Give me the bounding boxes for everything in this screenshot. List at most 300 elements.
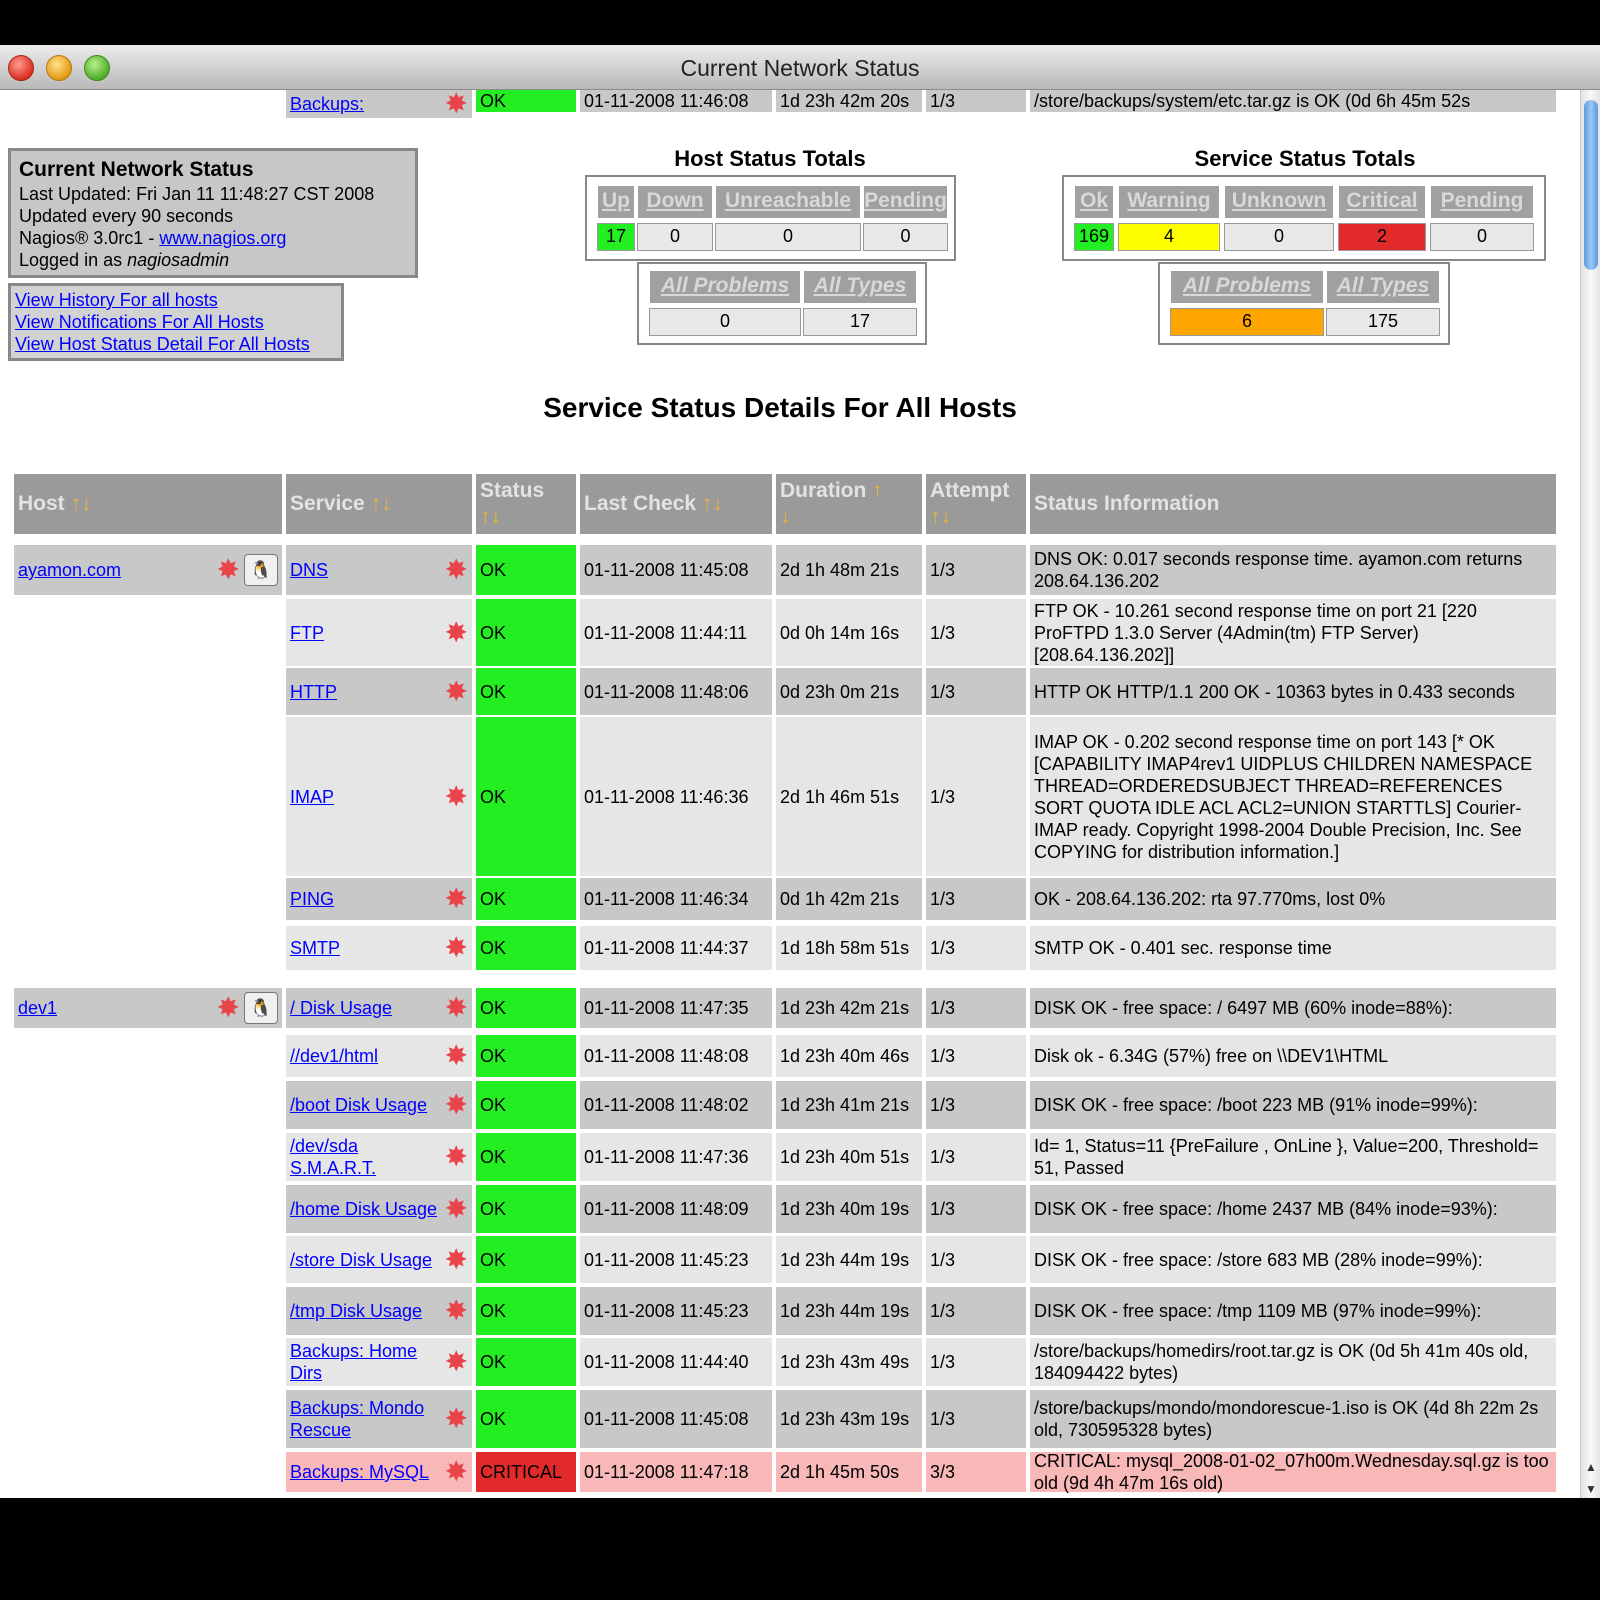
attempt-cell (926, 545, 1026, 595)
service-warning-value: 4 (1118, 223, 1220, 251)
attempt-cell (926, 1185, 1026, 1233)
duration-sort-down[interactable]: ↓ (780, 505, 791, 528)
status-info-text: HTTP OK HTTP/1.1 200 OK - 10363 bytes in 0.433 seconds (1034, 681, 1515, 702)
host-unreachable-header[interactable]: Unreachable (715, 185, 861, 219)
service-pending-value: 0 (1430, 223, 1534, 251)
service-link[interactable]: SMTP (290, 938, 341, 958)
last-check-cell (580, 1287, 772, 1335)
service-cell (286, 1035, 472, 1077)
host-link[interactable]: dev1 (18, 998, 58, 1018)
duration-cell (776, 1236, 922, 1283)
duration-cell (776, 878, 922, 920)
scrollbar-thumb[interactable] (1584, 100, 1598, 270)
duration-cell (776, 1185, 922, 1233)
service-action-icon[interactable]: ✸ (444, 1193, 468, 1224)
host-up-value: 17 (597, 223, 635, 251)
service-critical-header[interactable]: Critical (1338, 185, 1426, 219)
last-check-cell (580, 599, 772, 666)
service-critical-value: 2 (1338, 223, 1426, 251)
page-content (0, 90, 1580, 1498)
attempt-text: 1/3 (930, 1147, 956, 1167)
duration-cell (776, 1133, 922, 1181)
last-check-text: 01-11-2008 11:46:36 (584, 786, 749, 807)
last-check-column-header (580, 474, 772, 534)
duration-text: 2d 1h 45m 50s (780, 1462, 900, 1482)
attempt-text: 1/3 (930, 1199, 956, 1219)
host-action-icon[interactable]: ✸ (216, 554, 240, 585)
last-check-cell (580, 878, 772, 920)
status-info-cell (1030, 599, 1556, 666)
service-action-icon[interactable]: ✸ (444, 1295, 468, 1326)
view-host-detail-link[interactable]: View Host Status Detail For All Hosts (15, 334, 310, 354)
top-black-bar (0, 0, 1600, 45)
service-link[interactable]: /home Disk Usage (290, 1199, 438, 1219)
service-totals-title: Service Status Totals (1194, 146, 1416, 171)
host-unreachable-value: 0 (715, 223, 861, 251)
window-titlebar (0, 45, 1600, 90)
status-text: OK (480, 1352, 507, 1372)
status-text: OK (480, 681, 507, 702)
attempt-cell (926, 1081, 1026, 1129)
logged-in-prefix: Logged in as (19, 250, 128, 270)
attempt-text: 1/3 (930, 560, 956, 580)
status-info-cell (1030, 1035, 1556, 1077)
duration-column-label: Duration (780, 479, 867, 502)
attempt-cell (926, 717, 1026, 876)
attempt-text: 1/3 (930, 622, 956, 643)
host-column-label: Host (18, 492, 65, 515)
service-link[interactable]: FTP (290, 622, 324, 643)
status-info-text: /store/backups/system/etc.tar.gz is OK (0d 6h 45m 52s (1034, 91, 1471, 111)
last-check-cell (580, 988, 772, 1028)
last-check-text: 01-11-2008 11:46:34 (584, 889, 749, 909)
attempt-text: 1/3 (930, 1249, 956, 1270)
service-link[interactable]: PING (290, 889, 335, 909)
host-totals-title: Host Status Totals (674, 146, 866, 171)
window-title: Current Network Status (680, 55, 920, 81)
host-sort-arrows[interactable]: ↑↓ (70, 492, 92, 515)
status-info-text: Id= 1, Status=11 {PreFailure , OnLine }, Value=200, Threshold= 51, Passed (1034, 1136, 1539, 1178)
service-ok-value: 169 (1074, 223, 1114, 251)
attempt-cell (926, 1338, 1026, 1386)
status-text: OK (480, 1409, 507, 1429)
service-action-icon[interactable]: ✸ (444, 616, 468, 648)
status-info-cell (1030, 878, 1556, 920)
host-problems-table (637, 262, 927, 345)
status-info-text: OK - 208.64.136.202: rta 97.770ms, lost 0% (1034, 889, 1386, 909)
host-pending-header[interactable]: Pending (863, 185, 948, 219)
service-link[interactable]: /tmp Disk Usage (290, 1301, 423, 1321)
status-cell (476, 1338, 576, 1386)
service-unknown-value: 0 (1224, 223, 1334, 251)
status-column-label: Status (480, 479, 545, 502)
service-cell (286, 1390, 472, 1448)
last-check-text: 01-11-2008 11:45:08 (584, 560, 749, 580)
last-check-cell (580, 1081, 772, 1129)
version-line (19, 227, 407, 249)
status-text: OK (480, 938, 507, 958)
attempt-text: 1/3 (930, 91, 956, 111)
status-cell (476, 717, 576, 876)
service-problems-table (1158, 262, 1450, 345)
scroll-up-arrow[interactable]: ▲ (1585, 1460, 1597, 1474)
duration-sort-up[interactable]: ↑ (872, 479, 883, 502)
attempt-column-label: Attempt (930, 479, 1010, 502)
attempt-sort-arrows[interactable]: ↑↓ (930, 505, 951, 528)
linux-penguin-icon: 🐧 (244, 992, 278, 1024)
service-action-icon[interactable]: ✸ (444, 780, 468, 812)
status-cell (476, 1081, 576, 1129)
status-info-text: DISK OK - free space: /tmp 1109 MB (97% inode=99%): (1034, 1301, 1482, 1321)
host-up-header[interactable]: Up (597, 185, 635, 219)
last-check-column-label: Last Check (584, 492, 697, 515)
status-text: OK (480, 91, 507, 111)
service-cell (286, 1236, 472, 1283)
bottom-black-bar (0, 1498, 1600, 1600)
host-link[interactable]: ayamon.com (18, 560, 122, 580)
service-action-icon[interactable]: ✸ (444, 1456, 468, 1487)
attempt-cell (926, 926, 1026, 970)
service-action-icon[interactable]: ✸ (444, 1243, 468, 1275)
service-link[interactable]: /store Disk Usage (290, 1249, 433, 1270)
service-cell (286, 1452, 472, 1492)
service-action-icon[interactable]: ✸ (444, 1346, 468, 1377)
status-info-cell (1030, 1338, 1556, 1386)
last-check-text: 01-11-2008 11:45:08 (584, 1409, 749, 1429)
service-cell (286, 878, 472, 920)
attempt-text: 1/3 (930, 938, 956, 958)
service-cell (286, 1338, 472, 1386)
service-all-problems-header[interactable]: All Problems (1170, 270, 1324, 304)
attempt-cell (926, 1452, 1026, 1492)
service-action-icon[interactable]: ✸ (444, 675, 468, 707)
service-link[interactable]: HTTP (290, 681, 337, 702)
duration-text: 1d 18h 58m 51s (780, 938, 910, 958)
status-cell (476, 1185, 576, 1233)
last-check-text: 01-11-2008 11:48:02 (584, 1095, 749, 1115)
duration-text: 0d 1h 42m 21s (780, 889, 900, 909)
attempt-text: 1/3 (930, 1352, 956, 1372)
info-title: Current Network Status (19, 158, 254, 181)
service-action-icon[interactable]: ✸ (444, 554, 468, 585)
duration-cell (776, 717, 922, 876)
attempt-cell (926, 1236, 1026, 1283)
attempt-cell (926, 599, 1026, 666)
attempt-cell (926, 90, 1026, 112)
attempt-column-header (926, 474, 1026, 534)
duration-text: 1d 23h 41m 21s (780, 1095, 910, 1115)
last-check-sort-arrows[interactable]: ↑↓ (701, 492, 723, 515)
status-cell (476, 988, 576, 1028)
last-check-text: 01-11-2008 11:44:11 (584, 622, 748, 643)
service-unknown-header[interactable]: Unknown (1224, 185, 1334, 219)
host-cell (14, 988, 282, 1028)
last-check-cell (580, 1390, 772, 1448)
last-check-text: 01-11-2008 11:47:36 (584, 1147, 749, 1167)
status-info-cell (1030, 1185, 1556, 1233)
service-link[interactable]: /dev/sda S.M.A.R.T. (290, 1136, 377, 1178)
host-all-types-header[interactable]: All Types (803, 270, 917, 304)
duration-text: 2d 1h 46m 51s (780, 786, 900, 807)
duration-cell (776, 599, 922, 666)
service-action-icon[interactable]: ✸ (444, 1040, 468, 1071)
view-notifications-link[interactable]: View Notifications For All Hosts (15, 312, 264, 332)
service-action-icon[interactable]: ✸ (444, 992, 468, 1023)
status-text: OK (480, 560, 507, 580)
service-cell (286, 668, 472, 715)
status-info-text: Disk ok - 6.34G (57%) free on \\DEV1\HTML (1034, 1046, 1389, 1066)
duration-text: 1d 23h 44m 19s (780, 1301, 910, 1321)
status-cell (476, 1287, 576, 1335)
browser-window (0, 45, 1600, 1498)
vertical-scrollbar[interactable] (1580, 90, 1600, 1498)
status-info-text: FTP OK - 10.261 second response time on port 21 [220 ProFTPD 1.3.0 Server (4Admin(tm) FTP Server) [208.64.136.202]] (1034, 600, 1477, 665)
duration-text: 1d 23h 43m 19s (780, 1409, 910, 1429)
last-check-text: 01-11-2008 11:44:40 (584, 1352, 749, 1372)
duration-cell (776, 1390, 922, 1448)
status-cell (476, 1236, 576, 1283)
duration-cell (776, 545, 922, 595)
service-action-icon[interactable]: ✸ (444, 883, 468, 914)
service-column-label: Service (290, 492, 365, 515)
service-cell (286, 717, 472, 876)
nagios-link[interactable]: www.nagios.org (159, 228, 287, 248)
host-pending-value: 0 (863, 223, 948, 251)
host-links-box (8, 283, 344, 361)
status-info-text: /store/backups/homedirs/root.tar.gz is OK (0d 5h 41m 40s old, 184094422 bytes) (1034, 1341, 1529, 1383)
last-check-cell (580, 668, 772, 715)
status-cell (476, 90, 576, 112)
status-info-cell (1030, 668, 1556, 715)
duration-cell (776, 1035, 922, 1077)
status-info-cell (1030, 1390, 1556, 1448)
status-info-cell (1030, 988, 1556, 1028)
duration-text: 1d 23h 42m 21s (780, 998, 910, 1018)
attempt-text: 1/3 (930, 998, 956, 1018)
logged-in-line (19, 249, 407, 271)
status-cell (476, 1452, 576, 1492)
status-info-text: DISK OK - free space: / 6497 MB (60% inode=88%): (1034, 998, 1453, 1018)
duration-text: 1d 23h 44m 19s (780, 1249, 910, 1270)
service-link[interactable]: /boot Disk Usage (290, 1095, 428, 1115)
service-link[interactable]: Backups: (290, 94, 365, 114)
last-check-text: 01-11-2008 11:48:09 (584, 1199, 749, 1219)
duration-cell (776, 1338, 922, 1386)
status-info-text: DISK OK - free space: /boot 223 MB (91% inode=99%): (1034, 1095, 1478, 1115)
host-action-icon[interactable]: ✸ (216, 992, 240, 1023)
service-sort-arrows[interactable]: ↑↓ (370, 492, 392, 515)
service-all-types-value: 175 (1326, 308, 1440, 336)
status-cell (476, 926, 576, 970)
service-cell (286, 926, 472, 970)
status-column-header (476, 474, 576, 534)
service-action-icon[interactable]: ✸ (444, 1403, 468, 1434)
duration-text: 1d 23h 40m 51s (780, 1147, 910, 1167)
attempt-cell (926, 1035, 1026, 1077)
last-check-cell (580, 717, 772, 876)
duration-text: 0d 23h 0m 21s (780, 681, 900, 702)
service-warning-header[interactable]: Warning (1118, 185, 1220, 219)
last-check-cell (580, 1452, 772, 1492)
status-info-cell (1030, 545, 1556, 595)
duration-cell (776, 1452, 922, 1492)
last-check-text: 01-11-2008 11:47:35 (584, 998, 749, 1018)
host-all-problems-value: 0 (649, 308, 801, 336)
view-history-link[interactable]: View History For all hosts (15, 290, 218, 310)
attempt-text: 1/3 (930, 786, 956, 807)
status-info-text: DISK OK - free space: /home 2437 MB (84% inode=93%): (1034, 1199, 1498, 1219)
linux-penguin-icon: 🐧 (244, 554, 278, 586)
attempt-text: 3/3 (930, 1462, 956, 1482)
last-check-text: 01-11-2008 11:45:23 (584, 1249, 749, 1270)
duration-cell (776, 926, 922, 970)
host-down-value: 0 (637, 223, 713, 251)
attempt-text: 1/3 (930, 1301, 956, 1321)
attempt-cell (926, 988, 1026, 1028)
attempt-cell (926, 668, 1026, 715)
status-info-text: /store/backups/mondo/mondorescue-1.iso is OK (4d 8h 22m 2s old, 730595328 bytes) (1034, 1398, 1539, 1440)
service-action-icon[interactable]: ✸ (444, 1089, 468, 1120)
status-info-cell (1030, 90, 1556, 112)
service-link[interactable]: //dev1/html (290, 1046, 379, 1066)
service-cell (286, 1287, 472, 1335)
host-icons (217, 992, 278, 1024)
last-check-cell (580, 1338, 772, 1386)
duration-text: 0d 0h 14m 16s (780, 622, 900, 643)
status-text: OK (480, 1095, 507, 1115)
logged-in-user: nagiosadmin (127, 250, 230, 270)
last-check-cell (580, 1236, 772, 1283)
status-text: CRITICAL (480, 1462, 563, 1482)
service-action-icon[interactable]: ✸ (444, 1141, 468, 1172)
last-check-text: 01-11-2008 11:46:08 (584, 91, 749, 111)
status-info-cell (1030, 926, 1556, 970)
attempt-cell (926, 1390, 1026, 1448)
duration-cell (776, 90, 922, 112)
status-cell (476, 545, 576, 595)
duration-cell (776, 1287, 922, 1335)
last-check-text: 01-11-2008 11:47:18 (584, 1462, 749, 1482)
status-info-cell (1030, 1452, 1556, 1492)
last-check-text: 01-11-2008 11:48:06 (584, 681, 749, 702)
version-text: Nagios® 3.0rc1 - (19, 228, 160, 248)
status-info-text: CRITICAL: mysql_2008-01-02_07h00m.Wednesday.sql.gz is too old (9d 4h 47m 16s old) (1034, 1451, 1549, 1493)
duration-text: 1d 23h 40m 46s (780, 1046, 910, 1066)
attempt-text: 1/3 (930, 681, 956, 702)
service-column-header (286, 474, 472, 534)
last-check-cell (580, 926, 772, 970)
status-cell (476, 1133, 576, 1181)
duration-text: 1d 23h 42m 20s (780, 91, 910, 111)
status-text: OK (480, 1046, 507, 1066)
status-info-text: DNS OK: 0.017 seconds response time. ayamon.com returns 208.64.136.202 (1034, 549, 1523, 591)
service-all-problems-value: 6 (1170, 308, 1324, 336)
service-link[interactable]: DNS (290, 560, 329, 580)
last-check-cell (580, 545, 772, 595)
status-info-text: DISK OK - free space: /store 683 MB (28% inode=99%): (1034, 1249, 1483, 1270)
service-cell (286, 599, 472, 666)
last-check-cell (580, 1133, 772, 1181)
refresh-interval: Updated every 90 seconds (19, 206, 234, 226)
last-check-text: 01-11-2008 11:48:08 (584, 1046, 749, 1066)
host-down-header[interactable]: Down (637, 185, 713, 219)
status-text: OK (480, 889, 507, 909)
service-action-icon[interactable]: ✸ (444, 90, 468, 119)
duration-text: 1d 23h 43m 49s (780, 1352, 910, 1372)
service-totals-table (1062, 175, 1546, 261)
last-check-cell (580, 1035, 772, 1077)
service-ok-header[interactable]: Ok (1074, 185, 1114, 219)
status-cell (476, 878, 576, 920)
service-link[interactable]: / Disk Usage (290, 998, 393, 1018)
service-link[interactable]: IMAP (290, 786, 335, 807)
status-sort-arrows[interactable]: ↑↓ (480, 505, 501, 528)
last-check-text: 01-11-2008 11:44:37 (584, 938, 749, 958)
host-column-header (14, 474, 282, 534)
attempt-cell (926, 878, 1026, 920)
attempt-cell (926, 1287, 1026, 1335)
host-totals-table (585, 175, 956, 261)
service-cell (286, 1185, 472, 1233)
scroll-down-arrow[interactable]: ▼ (1585, 1482, 1597, 1496)
attempt-cell (926, 1133, 1026, 1181)
status-text: OK (480, 786, 507, 807)
last-check-text: 01-11-2008 11:45:23 (584, 1301, 749, 1321)
attempt-text: 1/3 (930, 1095, 956, 1115)
duration-cell (776, 1081, 922, 1129)
duration-column-header (776, 474, 922, 534)
last-updated: Last Updated: Fri Jan 11 11:48:27 CST 2008 (19, 184, 375, 204)
service-cell (286, 1133, 472, 1181)
service-all-types-header[interactable]: All Types (1326, 270, 1440, 304)
host-all-types-value: 17 (803, 308, 917, 336)
status-info-text: IMAP OK - 0.202 second response time on port 143 [* OK [CAPABILITY IMAP4rev1 UIDPLUS CHILDREN NAMESPACE THREAD=ORDEREDSUBJECT THREAD=REFERENCES SORT QUOTA IDLE ACL ACL2=UNION STARTTLS] Courier-IMAP ready. Copyright 1998-2004 Double Precision, Inc. See COPYING for distribution information.] (1034, 731, 1533, 862)
service-action-icon[interactable]: ✸ (444, 932, 468, 963)
service-link[interactable]: Backups: Mondo Rescue (290, 1398, 425, 1440)
duration-cell (776, 668, 922, 715)
attempt-text: 1/3 (930, 889, 956, 909)
status-cell (476, 599, 576, 666)
service-pending-header[interactable]: Pending (1430, 185, 1534, 219)
status-text: OK (480, 998, 507, 1018)
status-cell (476, 668, 576, 715)
info-box (8, 148, 418, 278)
status-info-column-label: Status Information (1034, 492, 1220, 515)
service-cell (286, 988, 472, 1028)
service-detail-title: Service Status Details For All Hosts (543, 392, 1017, 423)
status-text: OK (480, 622, 507, 643)
host-icons (217, 554, 278, 586)
duration-cell (776, 988, 922, 1028)
status-info-column-header (1030, 474, 1556, 534)
host-all-problems-header[interactable]: All Problems (649, 270, 801, 304)
service-cell (286, 1081, 472, 1129)
status-text: OK (480, 1249, 507, 1270)
status-cell (476, 1390, 576, 1448)
service-cell (286, 545, 472, 595)
service-link[interactable]: Backups: MySQL (290, 1462, 430, 1482)
status-info-cell (1030, 1287, 1556, 1335)
service-cell (286, 90, 472, 118)
status-info-cell (1030, 717, 1556, 876)
status-text: OK (480, 1301, 507, 1321)
duration-text: 1d 23h 40m 19s (780, 1199, 910, 1219)
attempt-text: 1/3 (930, 1409, 956, 1429)
status-cell (476, 1035, 576, 1077)
status-info-cell (1030, 1133, 1556, 1181)
service-link[interactable]: Backups: Home Dirs (290, 1341, 418, 1383)
status-text: OK (480, 1147, 507, 1167)
